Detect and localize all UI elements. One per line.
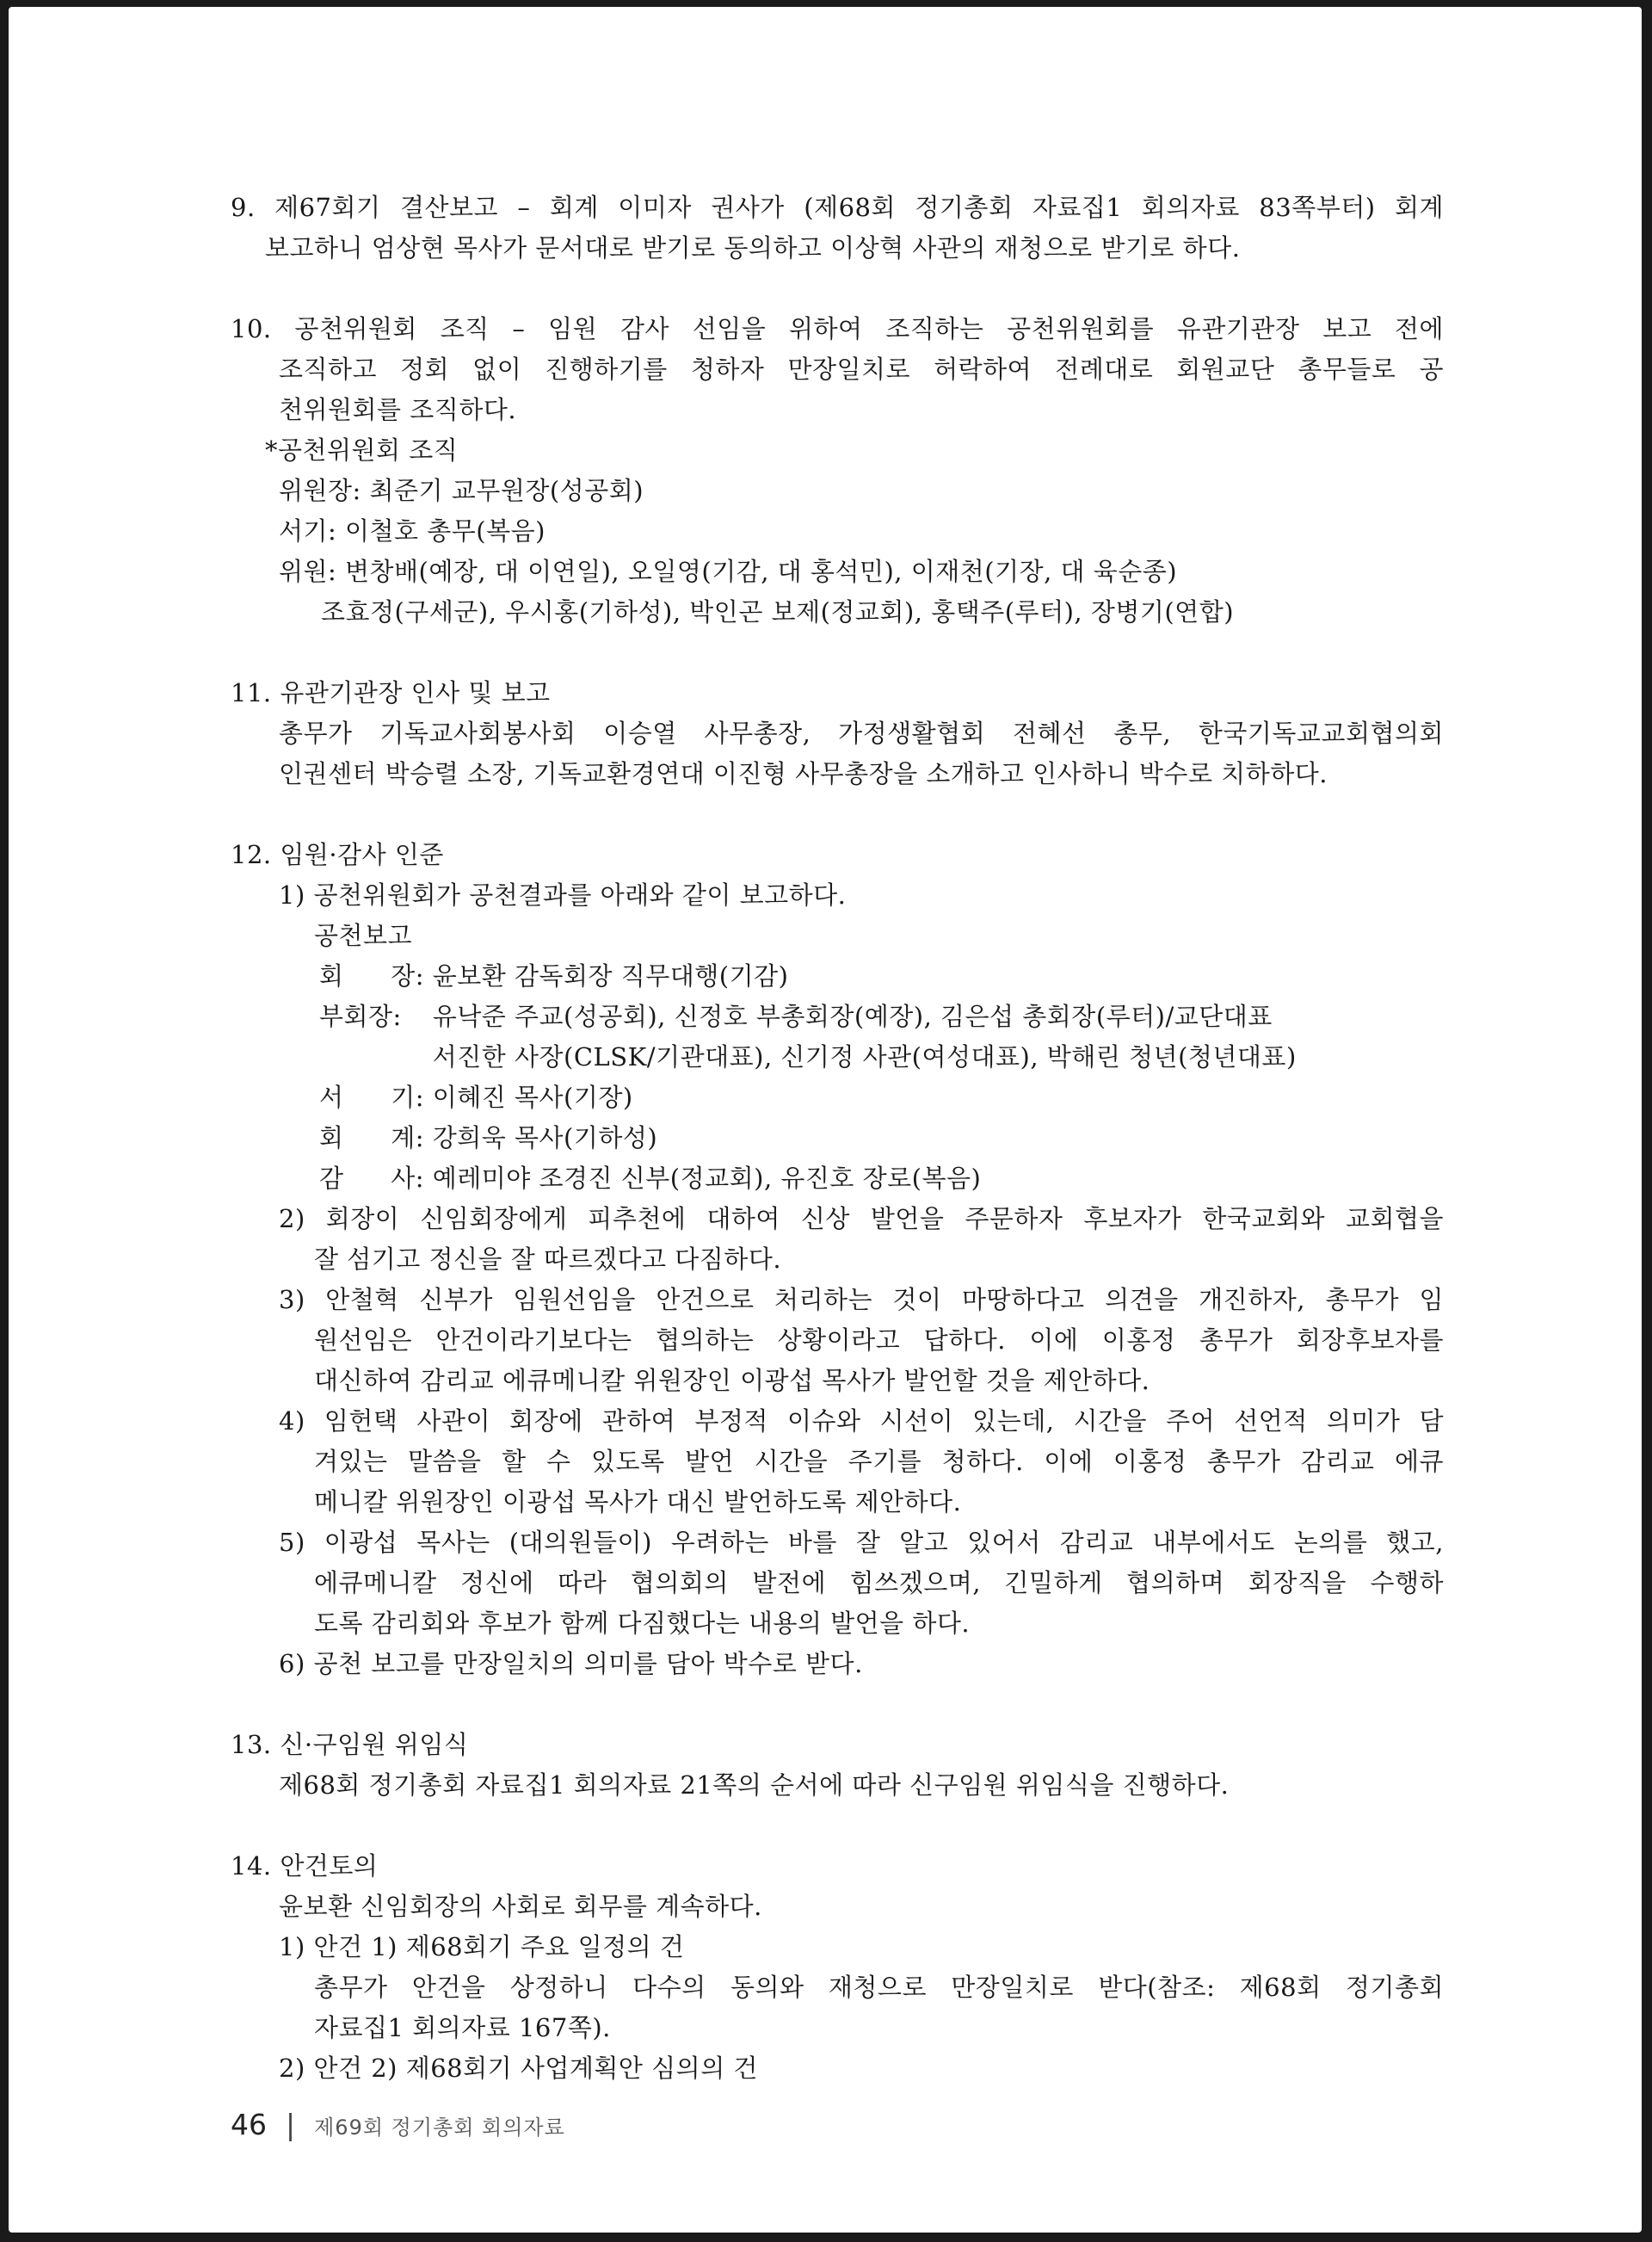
footer-divider: |	[286, 2108, 296, 2141]
footer-title: 제69회 정기총회 회의자료	[314, 2115, 565, 2140]
role-label: 회 계:	[319, 1123, 424, 1152]
section-11-line: 인권센터 박승렬 소장, 기독교환경연대 이진형 사무총장을 소개하고 인사하니 박수로 치하하다.	[279, 759, 1328, 788]
agenda-item-1-body: 총무가 안건을 상정하니 다수의 동의와 재청으로 만장일치로 받다(참조: 제68회 정기총회	[314, 1973, 1444, 2002]
item-6: 6) 공천 보고를 만장일치의 의미를 담아 박수로 받다.	[279, 1649, 863, 1678]
minutes-body	[231, 188, 1444, 2129]
committee-members-cont: 조효정(구세군), 우시홍(기하성), 박인곤 보제(정교회), 홍택주(루터), 장병기(연합)	[321, 597, 1235, 627]
section-10	[231, 309, 1444, 633]
item-4: 4) 임헌택 사관이 회장에 관하여 부정적 이슈와 시선이 있는데, 시간을 주어 선언적 의미가 담	[279, 1406, 1444, 1436]
role-label: 감 사:	[319, 1164, 424, 1193]
committee-heading: *공천위원회 조직	[265, 435, 459, 465]
committee-secretary: 서기: 이철호 총무(복음)	[279, 516, 546, 546]
agenda-item-1-body: 자료집1 회의자료 167쪽).	[314, 2013, 611, 2042]
item-5: 5) 이광섭 목사는 (대의원들이) 우려하는 바를 잘 알고 있어서 감리교 내부에서도 논의를 했고,	[279, 1528, 1444, 1557]
role-text: 이혜진 목사(기장)	[432, 1083, 633, 1112]
role-row	[231, 997, 1444, 1037]
role-text: 예레미야 조경진 신부(정교회), 유진호 장로(복음)	[432, 1164, 982, 1193]
page-footer	[231, 2108, 565, 2141]
item-3: 3) 안철혁 신부가 임원선임을 안건으로 처리하는 것이 마땅하다고 의견을 개진하자, 총무가 임	[279, 1285, 1444, 1314]
section-14-line: 윤보환 신임회장의 사회로 회무를 계속하다.	[279, 1892, 762, 1921]
committee-chair: 위원장: 최준기 교무원장(성공회)	[279, 476, 644, 505]
role-row	[231, 1118, 1444, 1158]
section-12-heading: 12. 임원·감사 인준	[231, 840, 444, 869]
section-14	[231, 1846, 1444, 2089]
item-3-cont: 대신하여 감리교 에큐메니칼 위원장인 이광섭 목사가 발언할 것을 제안하다.	[314, 1366, 1150, 1395]
page-number: 46	[231, 2108, 267, 2141]
section-11	[231, 673, 1444, 794]
item-1: 1) 공천위원회가 공천결과를 아래와 같이 보고하다.	[279, 880, 847, 910]
section-9-line: 9. 제67회기 결산보고 – 회계 이미자 권사가 (제68회 정기총회 자료집1 회의자료 83쪽부터) 회계	[231, 193, 1444, 222]
role-label: 회 장:	[319, 961, 424, 991]
nomination-report-title: 공천보고	[314, 921, 413, 950]
section-13-heading: 13. 신·구임원 위임식	[231, 1730, 469, 1759]
document-page	[9, 7, 1642, 2233]
item-2: 2) 회장이 신임회장에게 피추천에 대하여 신상 발언을 주문하자 후보자가 한국교회와 교회협을	[279, 1204, 1444, 1233]
committee-members: 위원: 변창배(예장, 대 이연일), 오일영(기감, 대 홍석민), 이재천(기장, 대 육순종)	[279, 557, 1178, 586]
section-9	[231, 188, 1444, 269]
item-3-cont: 원선임은 안건이라기보다는 협의하는 상황이라고 답하다. 이에 이홍정 총무가 회장후보자를	[314, 1325, 1444, 1355]
section-13	[231, 1725, 1444, 1806]
section-10-line: 천위원회를 조직하다.	[279, 395, 517, 424]
role-row	[231, 956, 1444, 997]
role-text: 유낙준 주교(성공회), 신정호 부총회장(예장), 김은섭 총회장(루터)/교단대표	[432, 1002, 1273, 1031]
section-14-heading: 14. 안건토의	[231, 1851, 379, 1881]
section-9-line: 보고하니 엄상현 목사가 문서대로 받기로 동의하고 이상혁 사관의 재청으로 받기로 하다.	[265, 233, 1241, 262]
role-row	[231, 1158, 1444, 1199]
item-4-cont: 겨있는 말씀을 할 수 있도록 발언 시간을 주기를 청하다. 이에 이홍정 총무가 감리교 에큐	[314, 1447, 1444, 1476]
section-12	[231, 835, 1444, 1684]
section-10-heading: 10. 공천위원회 조직 – 임원 감사 선임을 위하여 조직하는 공천위원회를 유관기관장 보고 전에	[231, 314, 1444, 343]
role-text: 서진한 사장(CLSK/기관대표), 신기정 사관(여성대표), 박해린 청년(청년대표)	[432, 1042, 1297, 1072]
section-13-line: 제68회 정기총회 자료집1 회의자료 21쪽의 순서에 따라 신구임원 위임식을 진행하다.	[279, 1770, 1230, 1800]
section-10-line: 조직하고 정회 없이 진행하기를 청하자 만장일치로 허락하여 전례대로 회원교단 총무들로 공	[279, 355, 1444, 384]
item-5-cont: 에큐메니칼 정신에 따라 협의회의 발전에 힘쓰겠으며, 긴밀하게 협의하며 회장직을 수행하	[314, 1568, 1444, 1597]
item-4-cont: 메니칼 위원장인 이광섭 목사가 대신 발언하도록 제안하다.	[314, 1487, 962, 1516]
section-11-heading: 11. 유관기관장 인사 및 보고	[231, 678, 551, 707]
role-row	[231, 1078, 1444, 1118]
role-row	[231, 1037, 1444, 1078]
role-text: 윤보환 감독회장 직무대행(기감)	[432, 961, 789, 991]
item-5-cont: 도록 감리회와 후보가 함께 다짐했다는 내용의 발언을 하다.	[314, 1609, 971, 1638]
section-11-line: 총무가 기독교사회봉사회 이승열 사무총장, 가정생활협회 전혜선 총무, 한국기독교교회협의회	[279, 719, 1444, 748]
role-label: 부회장:	[319, 1002, 402, 1031]
agenda-item-2: 2) 안건 2) 제68회기 사업계획안 심의의 건	[279, 2054, 758, 2083]
agenda-item-1: 1) 안건 1) 제68회기 주요 일정의 건	[279, 1932, 685, 1961]
role-label: 서 기:	[319, 1083, 424, 1112]
item-2-cont: 잘 섬기고 정신을 잘 따르겠다고 다짐하다.	[314, 1245, 782, 1274]
role-text: 강희욱 목사(기하성)	[432, 1123, 658, 1152]
